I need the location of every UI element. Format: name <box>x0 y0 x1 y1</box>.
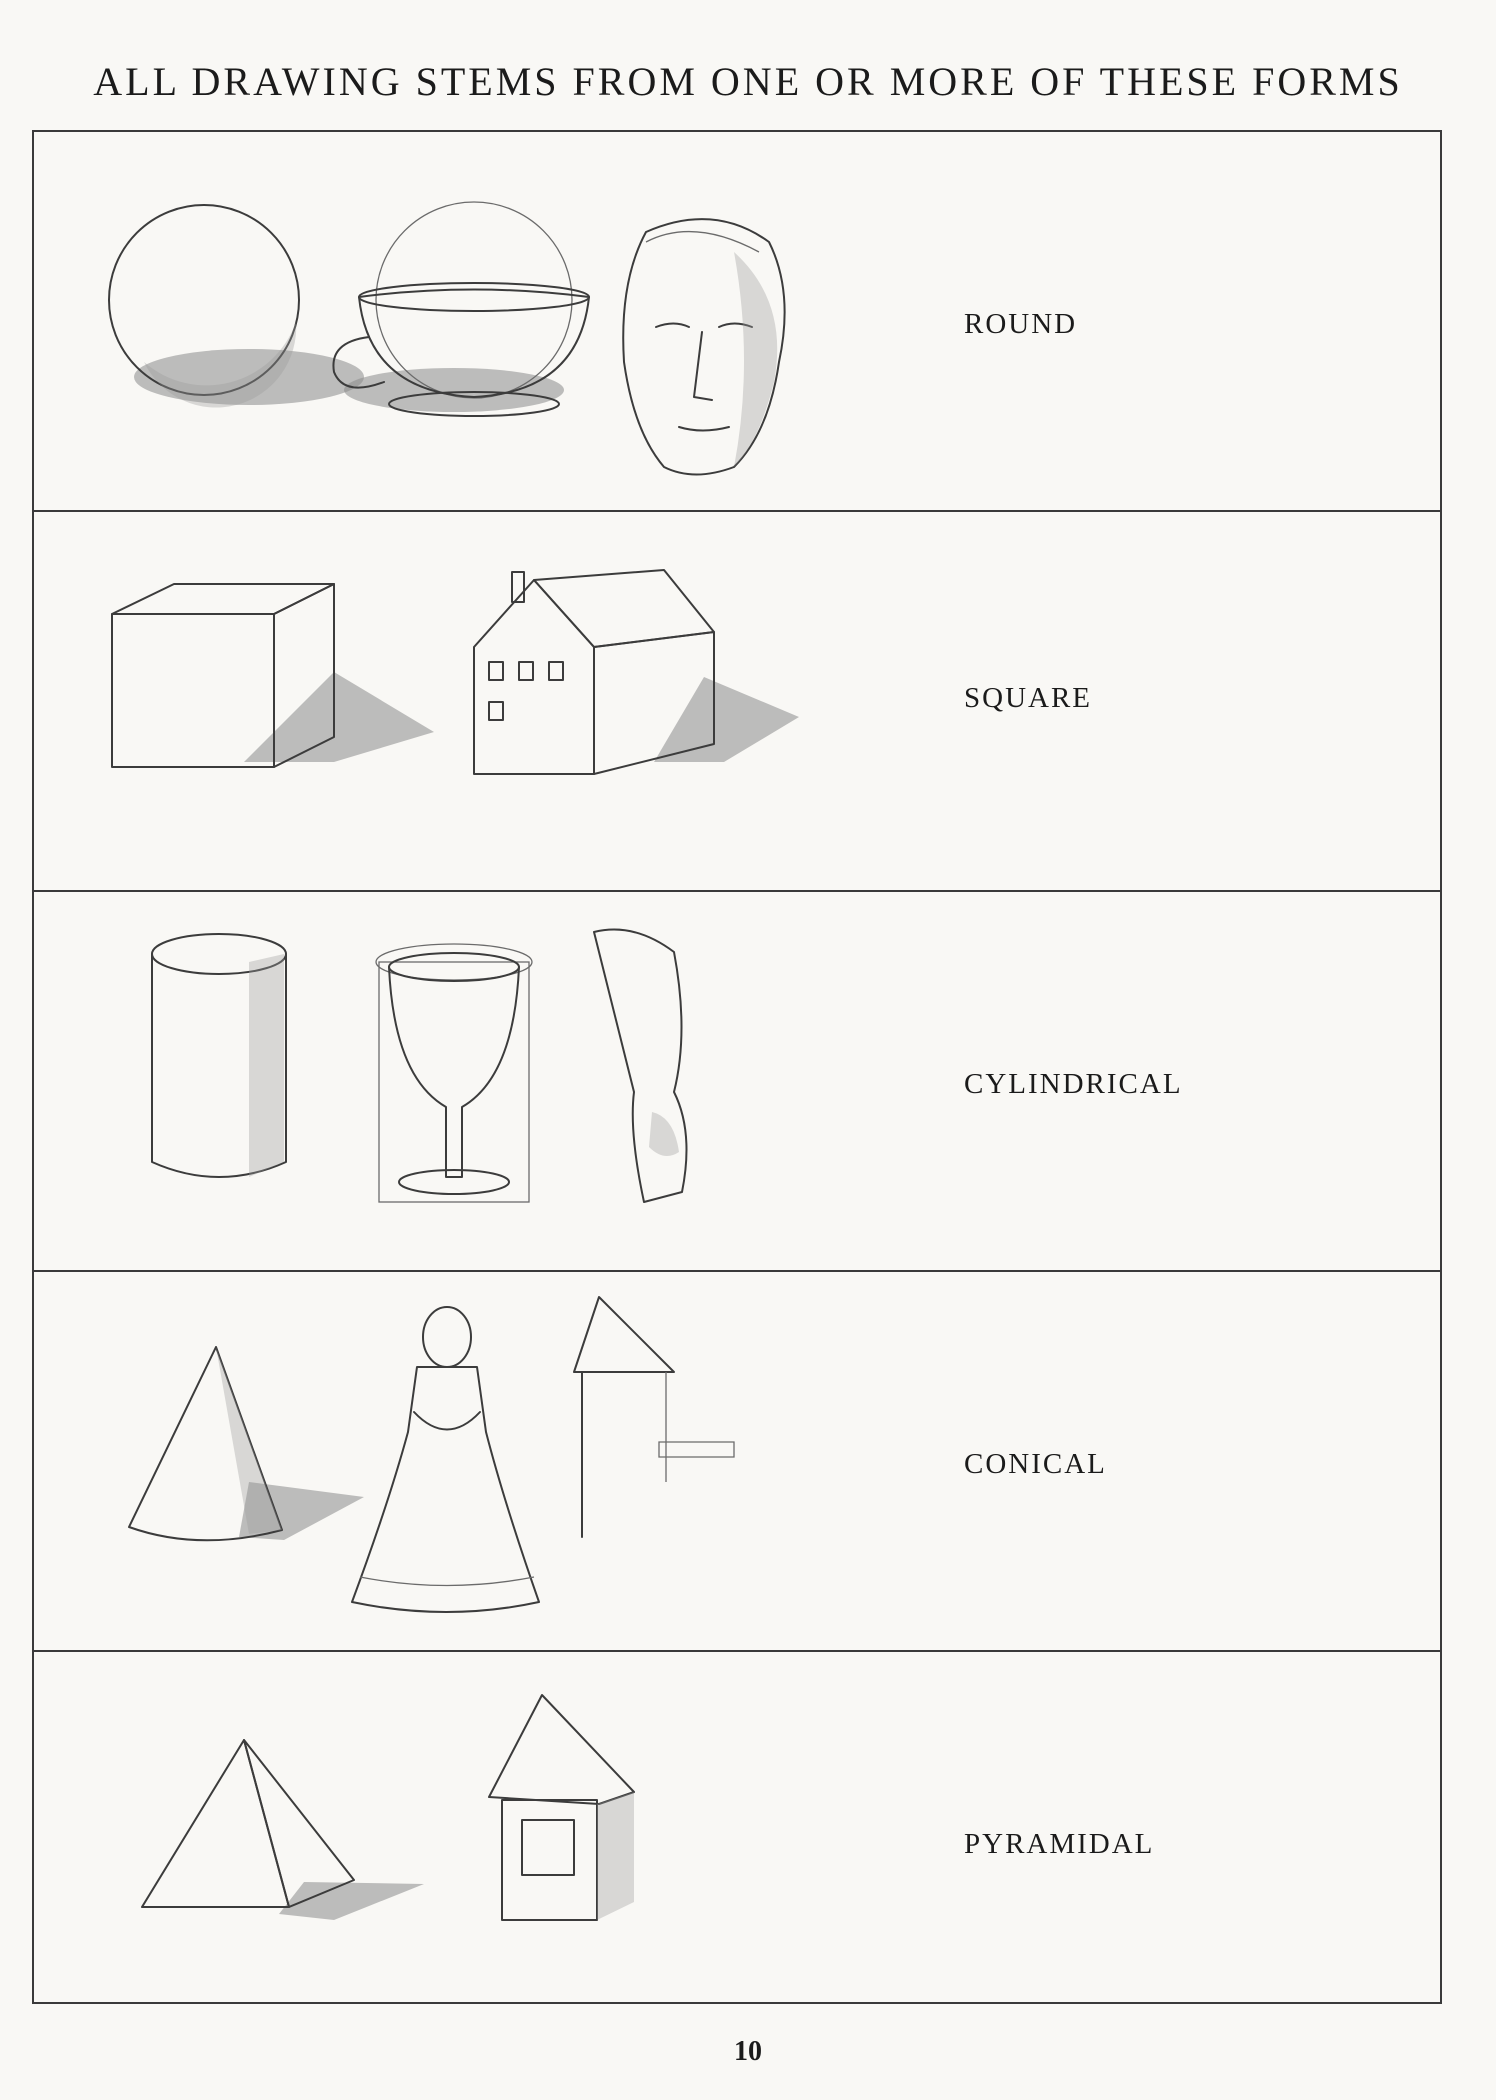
row-label-round: ROUND <box>964 308 1078 340</box>
tower-drawing <box>574 1297 734 1537</box>
round-illustrations <box>34 132 934 510</box>
woman-in-dress-drawing <box>352 1307 539 1612</box>
pyramid-drawing <box>142 1740 424 1920</box>
row-label-cylindrical: CYLINDRICAL <box>964 1068 1183 1100</box>
forms-chart-frame <box>32 130 1442 2004</box>
conical-illustrations <box>34 1272 934 1652</box>
page-title: ALL DRAWING STEMS FROM ONE OR MORE OF THESE FORMS <box>93 59 1403 104</box>
row-round <box>34 132 1440 510</box>
row-cylindrical <box>34 890 1440 1270</box>
pyramidal-illustrations <box>34 1652 934 2006</box>
cube-drawing <box>112 584 434 767</box>
square-illustrations <box>34 512 934 892</box>
row-label-square: SQUARE <box>964 682 1093 714</box>
row-square <box>34 510 1440 890</box>
wine-glass-drawing <box>376 944 532 1202</box>
row-label-conical: CONICAL <box>964 1448 1107 1480</box>
cylindrical-illustrations <box>34 892 934 1272</box>
page-number: 10 <box>734 2036 762 2067</box>
cylinder-drawing <box>152 934 286 1177</box>
sphere-drawing <box>109 205 364 408</box>
leg-drawing <box>594 930 687 1203</box>
row-label-pyramidal: PYRAMIDAL <box>964 1828 1155 1860</box>
head-drawing <box>623 219 784 474</box>
cone-drawing <box>129 1347 364 1540</box>
well-house-drawing <box>489 1695 634 1920</box>
row-conical <box>34 1270 1440 1650</box>
cup-in-sphere-drawing <box>333 202 589 416</box>
row-pyramidal <box>34 1650 1440 2004</box>
house-drawing <box>474 570 799 774</box>
